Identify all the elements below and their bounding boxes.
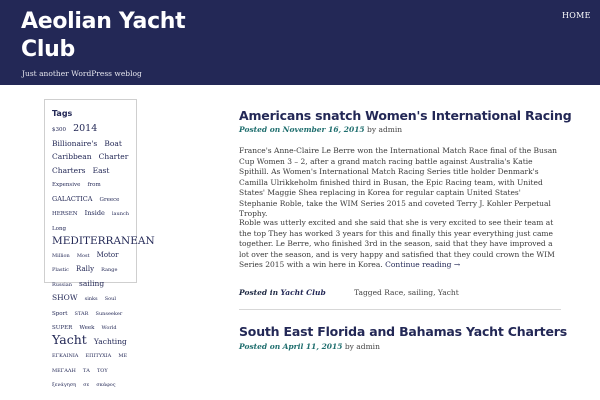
site-title[interactable]: Aeolian Yacht Club [21, 9, 186, 62]
post-date-link[interactable]: April 11, 2015 [282, 342, 343, 351]
post-paragraph: France's Anne-Claire Le Berre won the International Match Race final of the Busan Cup Women 3 – 2, after a grand match racing battle against Australia's Katie Spithill. As Women's International Match Racing Series title holder Denmark's Camilla Ulrikkeholm finished third in Busan, the Epic Racing team, with United States' Maggie Shea replacing in Korea for regular captain United States' Stephanie Roble, take the WIM Series 2015 and coveted Terry J. Kohler Perpetual Trophy. [239, 146, 558, 218]
tag-cloud-link[interactable]: Soul [104, 296, 116, 302]
tag-cloud-link[interactable]: Most [76, 252, 90, 259]
tag-cloud-link[interactable]: Week [79, 325, 95, 331]
tag-link[interactable]: Race [384, 288, 404, 297]
posted-on-label: Posted on [239, 125, 281, 134]
site-description: Just another WordPress weblog [22, 69, 142, 78]
tag-cloud-link[interactable]: Charters [52, 165, 86, 175]
tag-cloud-link[interactable]: Long [52, 225, 67, 232]
tag-cloud-link[interactable]: Motor [96, 250, 119, 259]
tag-cloud-link[interactable]: STAR [74, 310, 89, 317]
tag-cloud-link[interactable]: ΜΕΓΑΛΗ [52, 367, 76, 374]
post-title[interactable]: South East Florida and Bahamas Yacht Charters [239, 324, 567, 339]
posted-on-label: Posted on [239, 342, 281, 351]
post-author-link[interactable]: admin [356, 342, 380, 351]
tag-cloud-link[interactable]: $300 [52, 127, 66, 133]
tag-cloud-link[interactable]: ξενάγηση [52, 382, 77, 388]
tag-cloud-link[interactable]: launch [111, 211, 129, 217]
tag-cloud-link[interactable]: Million [52, 252, 70, 259]
tag-cloud-link[interactable]: Plastic [52, 267, 69, 273]
tagged-label: Tagged [354, 288, 382, 297]
tag-cloud-link[interactable]: sailing [79, 278, 105, 288]
continue-reading-link[interactable]: Continue reading → [385, 260, 461, 269]
tag-cloud-link[interactable]: Greece [99, 196, 120, 203]
tag-cloud-link[interactable]: Russian [52, 281, 72, 288]
tag-cloud-link[interactable]: Rally [76, 265, 95, 273]
tag-cloud-link[interactable]: Range [101, 267, 118, 273]
post-author-link[interactable]: admin [378, 125, 403, 134]
post-date-link[interactable]: November 16, 2015 [282, 125, 365, 134]
tag-cloud-link[interactable]: ΤΑ [82, 367, 90, 374]
tag-cloud-link[interactable]: Inside [84, 209, 105, 217]
tag-cloud-link[interactable]: Charter [98, 152, 129, 161]
tag-cloud-link[interactable]: World [101, 325, 117, 331]
tag-cloud-link[interactable]: SHOW [52, 293, 78, 302]
tag-cloud-link[interactable]: Sport [52, 310, 68, 317]
post-title[interactable]: Americans snatch Women's International Racing [239, 108, 572, 123]
tag-link[interactable]: Yacht [437, 288, 459, 297]
post-meta [239, 125, 402, 134]
site-header [0, 0, 600, 85]
posted-in-label: Posted in [239, 288, 279, 297]
tag-cloud-link[interactable]: Expensive [52, 182, 81, 188]
tags-widget-title: Tags [52, 109, 73, 118]
tag-cloud-link[interactable]: Yachting [93, 336, 127, 346]
tag-cloud-link[interactable]: MEDITERRANEAN [52, 235, 155, 247]
tag-cloud-link[interactable]: ΕΓΚΑΙΝΙΑ [52, 353, 79, 359]
tag-cloud-link[interactable]: ΕΠΙΤΥΧΙΑ [85, 353, 112, 359]
tag-cloud-link[interactable]: Caribbean [52, 152, 92, 161]
tag-cloud-link[interactable]: from [87, 182, 101, 188]
tag-cloud-link[interactable]: HERSEN [52, 211, 78, 217]
tags-widget [44, 99, 155, 388]
tag-cloud [52, 121, 155, 391]
by-label: by [367, 125, 377, 134]
tag-cloud-link[interactable]: ΤΟΥ [96, 367, 108, 374]
post-divider [239, 309, 561, 310]
tag-link[interactable]: sailing [407, 288, 434, 297]
tag-cloud-link[interactable]: 2014 [73, 123, 98, 134]
tag-cloud-link[interactable]: sinks [84, 296, 98, 302]
post-paragraph [239, 218, 559, 271]
by-label: by [344, 342, 354, 351]
tag-cloud-link[interactable]: Billionaire's [52, 138, 98, 148]
nav-home-link[interactable]: HOME [562, 11, 591, 20]
post-paragraph-text: Roble was utterly excited and she said that she is very excited to see their team at the top They has worked 3 years for this and finally this year everything just came together. Le Berre, who finished 3rd in the season, said that they have improved a lot over the season, and is very happy and satisfied that they could crown the WIM Series 2015 with a win here in Korea. [239, 218, 555, 269]
tag-cloud-link[interactable]: Yacht [52, 331, 87, 347]
tag-cloud-link[interactable]: σκάφος [96, 382, 116, 388]
category-link[interactable]: Yacht Club [280, 288, 326, 297]
post-meta [239, 342, 380, 351]
tag-cloud-link[interactable]: σε [83, 382, 90, 388]
post-footer-meta [239, 288, 459, 297]
tag-cloud-link[interactable]: GALACTICA [52, 194, 93, 203]
tag-cloud-link[interactable]: Sunseeker [95, 310, 123, 317]
post-tags: Tagged Race, sailing, Yacht [354, 288, 459, 297]
tag-cloud-link[interactable]: East [92, 165, 110, 175]
tag-cloud-link[interactable]: Boat [104, 138, 122, 148]
tag-cloud-link[interactable]: ΜΕ [118, 353, 128, 359]
tag-cloud-link[interactable]: SUPER [52, 325, 73, 331]
